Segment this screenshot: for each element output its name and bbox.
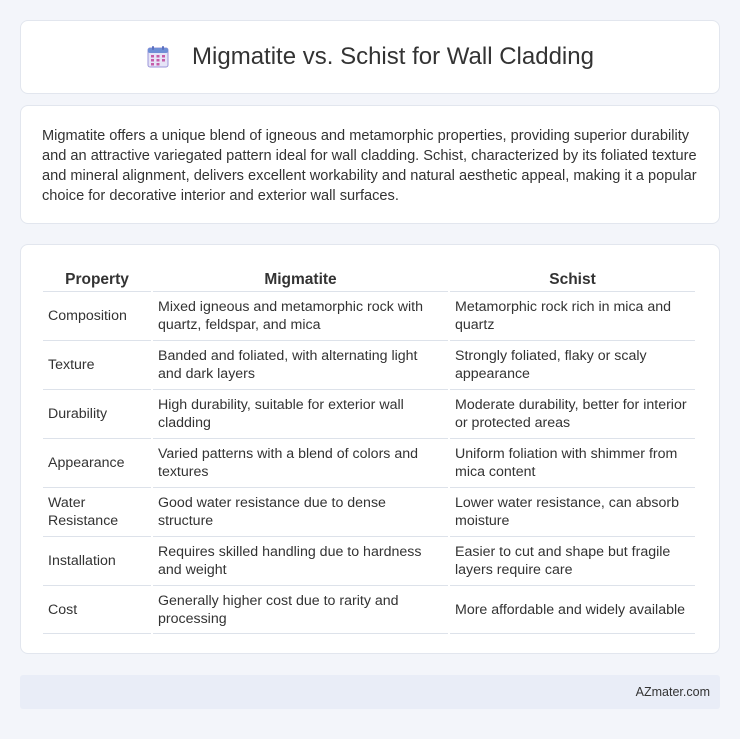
row-migmatite: Generally higher cost due to rarity and processing: [153, 585, 448, 634]
page-title: Migmatite vs. Schist for Wall Cladding: [192, 43, 594, 70]
row-property: Composition: [43, 291, 151, 340]
intro-text: Migmatite offers a unique blend of igneous and metamorphic properties, providing superior durability and an attractive variegated pattern ideal for wall cladding. Schist, characterized by its foliated texture and mineral alignment, delivers excellent workability and natural aesthetic appeal, making it a popular choice for decorative interior and exterior wall surfaces.: [42, 128, 697, 204]
table-row: [43, 438, 695, 487]
comparison-table: [41, 265, 697, 634]
row-migmatite: Good water resistance due to dense structure: [153, 487, 448, 536]
table-row: [43, 487, 695, 536]
row-migmatite: Mixed igneous and metamorphic rock with quartz, feldspar, and mica: [153, 291, 448, 340]
row-schist: More affordable and widely available: [450, 585, 695, 634]
row-property: Texture: [43, 340, 151, 389]
table-row: [43, 585, 695, 634]
row-migmatite: Banded and foliated, with alternating light and dark layers: [153, 340, 448, 389]
row-schist: Lower water resistance, can absorb moisture: [450, 487, 695, 536]
table-row: [43, 389, 695, 438]
row-migmatite: Varied patterns with a blend of colors and textures: [153, 438, 448, 487]
row-migmatite: Requires skilled handling due to hardness and weight: [153, 536, 448, 585]
table-header-row: [43, 265, 695, 291]
header-schist: Schist: [549, 271, 596, 288]
title-card: [20, 20, 720, 94]
header-property: Property: [65, 271, 129, 288]
row-schist: Metamorphic rock rich in mica and quartz: [450, 291, 695, 340]
row-property: Installation: [43, 536, 151, 585]
row-migmatite: High durability, suitable for exterior wall cladding: [153, 389, 448, 438]
calendar-icon: [146, 45, 170, 69]
comparison-card: [20, 244, 720, 654]
footer-brand: AZmater.com: [635, 685, 710, 699]
row-property: Appearance: [43, 438, 151, 487]
header-migmatite: Migmatite: [264, 271, 337, 288]
row-property: Water Resistance: [43, 487, 151, 536]
table-row: [43, 291, 695, 340]
row-schist: Moderate durability, better for interior or protected areas: [450, 389, 695, 438]
row-property: Cost: [43, 585, 151, 634]
footer: [20, 675, 720, 709]
intro-card: [20, 105, 720, 224]
row-schist: Easier to cut and shape but fragile layers require care: [450, 536, 695, 585]
row-property: Durability: [43, 389, 151, 438]
row-schist: Uniform foliation with shimmer from mica content: [450, 438, 695, 487]
table-row: [43, 340, 695, 389]
table-row: [43, 536, 695, 585]
row-schist: Strongly foliated, flaky or scaly appearance: [450, 340, 695, 389]
